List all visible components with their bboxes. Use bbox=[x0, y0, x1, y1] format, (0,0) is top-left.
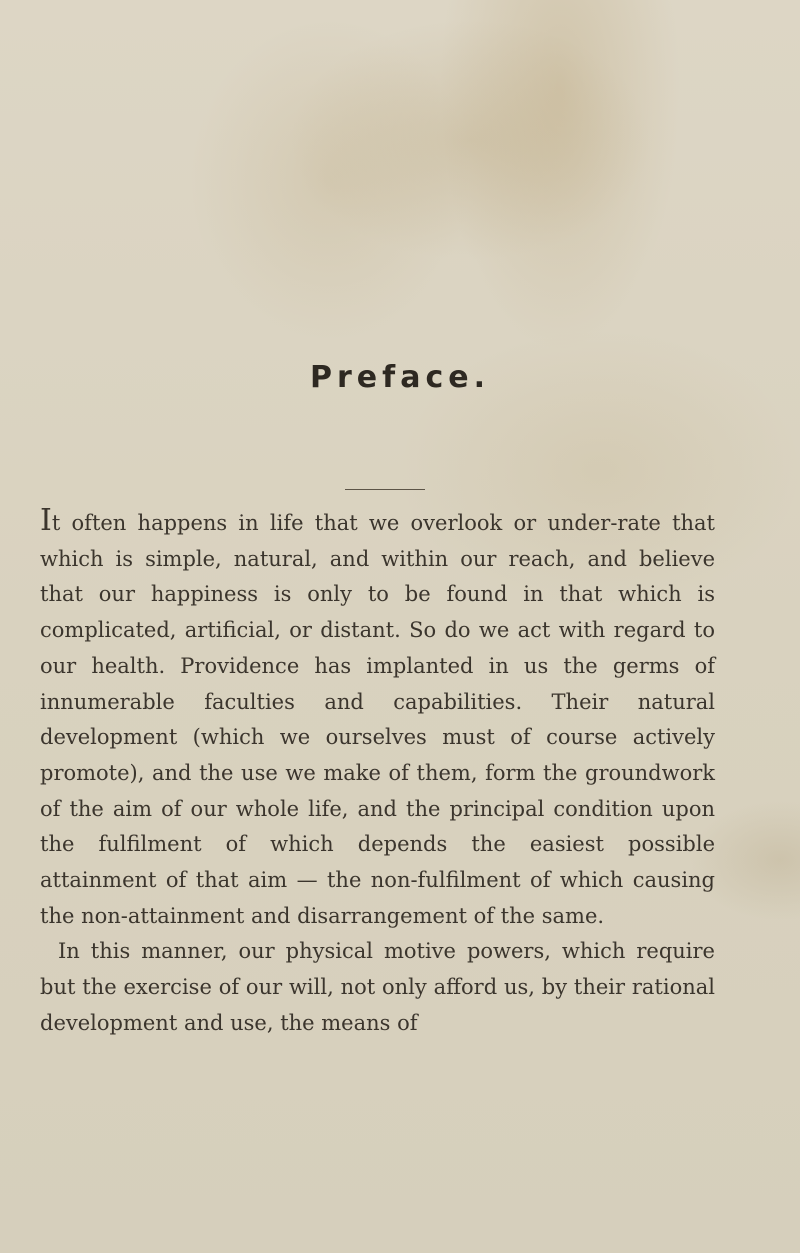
paragraph-2: In this manner, our physical motive powers, which require but the exercise of our will, not only afford us, by their rational development and use, the means of bbox=[40, 939, 715, 1035]
page-title: Preface. bbox=[310, 360, 490, 395]
paragraph-1: It often happens in life that we overlook or under-rate that which is simple, natural, and within our reach, and believe that our happiness is only to be found in that which is complicated, artificial, or distant. So do we act with regard to our health. Providence has implanted in us the germs of innumerable faculties and capabilities. Their natural development (which we ourselves must of course actively promote), and the use we make of them, form the groundwork of the aim of our whole life, and the principal condition upon the fulfilment of which depends the easiest possible attainment of that aim — the non-fulfilment of which causing the non-attainment and disarrangement of the same. bbox=[40, 503, 715, 928]
body-text bbox=[40, 503, 715, 1042]
title-divider bbox=[345, 489, 425, 490]
